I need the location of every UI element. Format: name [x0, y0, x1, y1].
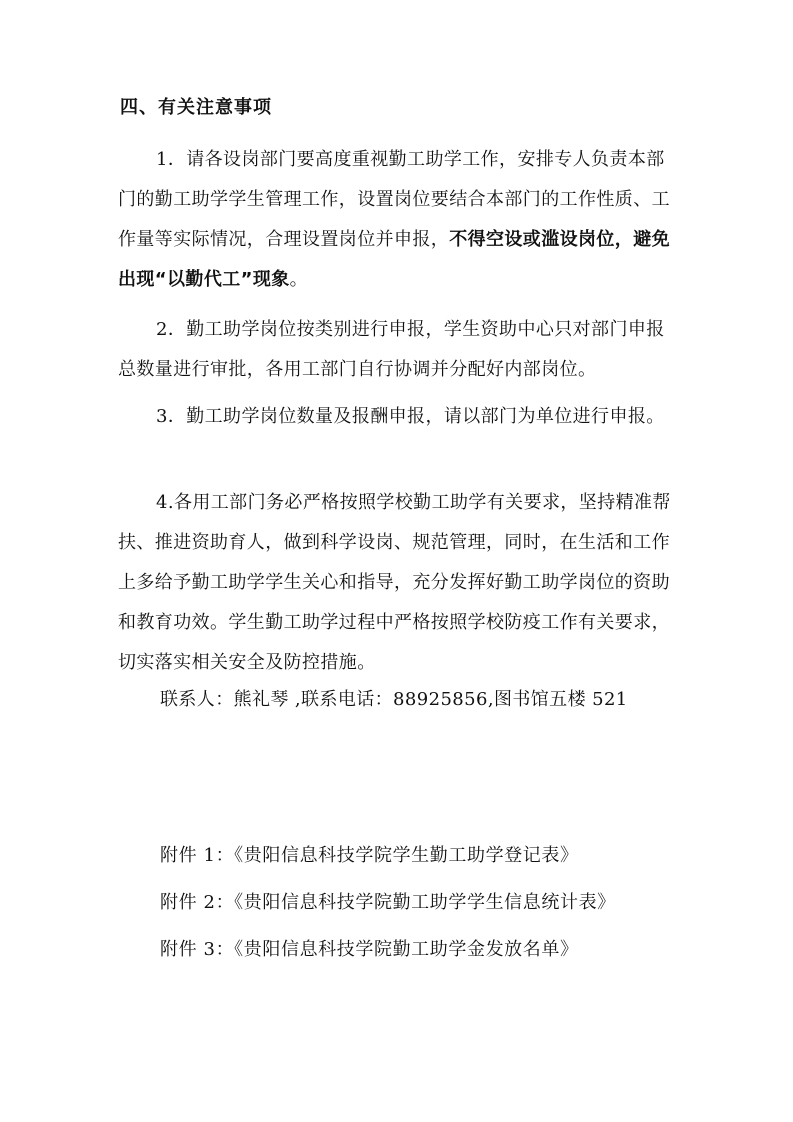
notice-item-4: 4.各用工部门务必严格按照学校勤工助学有关要求，坚持精准帮扶、推进资助育人，做到科学设岗、规范管理，同时，在生活和工作上多给予勤工助学学生关心和指导，充分发挥好勤工助学岗位的资助和教育功效。学生勤工助学过程中严格按照学校防疫工作有关要求，切实落实相关安全及防控措施。 — [118, 492, 671, 673]
attachment-1: 附件 1：《贵阳信息科技学院学生勤工助学登记表》 — [160, 845, 579, 866]
notice-item-2: 2．勤工助学岗位按类别进行申报，学生资助中心只对部门申报总数量进行审批，各用工部门自行协调并分配好内部岗位。 — [118, 319, 665, 380]
notice-item-3: 3．勤工助学岗位数量及报酬申报，请以部门为单位进行申报。 — [156, 406, 665, 427]
attachment-2: 附件 2：《贵阳信息科技学院勤工助学学生信息统计表》 — [160, 892, 616, 913]
section-heading: 四、有关注意事项 — [120, 97, 272, 118]
notice-item-1-text: 1．请各设岗部门要高度重视勤工助学工作，安排专人负责本部门的勤工助学学生管理工作，设置岗位要结合本部门的工作性质、工作量等实际情况，合理设置岗位并申报， — [118, 149, 670, 250]
notice-item-1-emphasis: 不得空设或滥设岗位，避免出现“以勤代工”现象 — [118, 229, 671, 290]
notice-item-1 — [118, 140, 678, 300]
notice-item-1-end: 。 — [289, 269, 309, 290]
attachment-3: 附件 3：《贵阳信息科技学院勤工助学金发放名单》 — [160, 939, 579, 960]
contact-info: 联系人：熊礼琴 ,联系电话：88925856,图书馆五楼 521 — [160, 689, 628, 710]
